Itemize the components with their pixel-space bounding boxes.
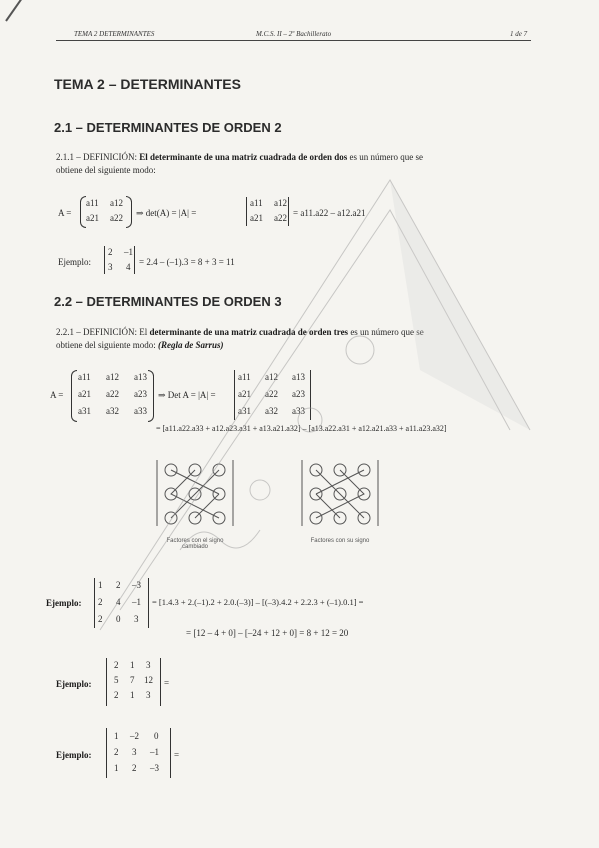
det-cell: –3 (150, 763, 159, 773)
det-bar-left (94, 578, 95, 628)
caption-right: Factores con su signo (310, 538, 370, 544)
matrix-cell: a13 (134, 372, 147, 382)
def-bold: El determinante de una matriz cuadrada de orden dos (139, 152, 348, 162)
formula-A-label: A = (50, 390, 64, 400)
det-cell: –1 (132, 597, 141, 607)
definition-2-2-1 (56, 326, 546, 352)
det-cell: a33 (292, 406, 305, 416)
det-cell: a31 (238, 406, 251, 416)
formula-implies: ⇒ det(A) = |A| = (136, 208, 197, 218)
det-cell: a12 (265, 372, 278, 382)
det-cell: 1 (98, 580, 103, 590)
det-cell: 0 (154, 731, 159, 741)
header-rule (56, 40, 531, 41)
det-bar-right (160, 658, 161, 706)
matrix-cell: a12 (106, 372, 119, 382)
example-result: = 2.4 – (–1).3 = 8 + 3 = 11 (139, 257, 235, 267)
det-bar-left (234, 370, 235, 420)
example-label: Ejemplo: (56, 679, 92, 689)
det-cell: a11 (250, 198, 263, 208)
matrix-cell: a12 (110, 198, 123, 208)
sarrus-expansion: = [a11.a22.a33 + a12.a23.a31 + a13.a21.a32] – [a13.a22.a31 + a12.a21.a33 + a11.a23.a32] (156, 424, 447, 433)
det-cell: 7 (130, 675, 135, 685)
example2-equals: = (164, 678, 170, 688)
page-title: TEMA 2 – DETERMINANTES (54, 76, 241, 92)
det-cell: 2 (114, 660, 119, 670)
det-cell: 5 (114, 675, 119, 685)
right-paren (148, 370, 154, 422)
det-cell: 1 (114, 731, 119, 741)
def-number: 2.1.1 – DEFINICIÓN: (56, 152, 137, 162)
det-cell: –3 (132, 580, 141, 590)
det-cell: a22 (274, 213, 287, 223)
det-bar-left (246, 197, 247, 226)
right-paren (126, 196, 132, 228)
matrix-cell: a32 (106, 406, 119, 416)
det-cell: a11 (238, 372, 251, 382)
definition-2-1-1 (56, 151, 546, 177)
rule-name: (Regla de Sarrus) (157, 340, 224, 350)
det-cell: a22 (265, 389, 278, 399)
det-cell: –1 (124, 247, 133, 257)
det-cell: 12 (144, 675, 153, 685)
formula-implies: ⇒ Det A = |A| = (158, 390, 216, 400)
pen-mark (5, 0, 28, 22)
det-bar-left (106, 658, 107, 706)
det-bar-right (134, 246, 135, 274)
det-cell: a13 (292, 372, 305, 382)
det-bar-right (170, 728, 171, 778)
formula-A-label: A = (58, 208, 72, 218)
det-cell: 1 (114, 763, 119, 773)
section-heading-2-1: 2.1 – DETERMINANTES DE ORDEN 2 (54, 120, 282, 135)
def-line2: obtiene del siguiente modo: (56, 165, 156, 175)
example1-line2: = [12 – 4 + 0] – [–24 + 12 + 0] = 8 + 12 = 20 (186, 628, 349, 638)
def-bold: determinante de una matriz cuadrada de orden tres (149, 327, 349, 337)
matrix-cell: a33 (134, 406, 147, 416)
det-bar-right (148, 578, 149, 628)
det-cell: –1 (150, 747, 159, 757)
det-bar-right (310, 370, 311, 420)
caption-left: Factores con el signo cambiado (166, 538, 224, 550)
matrix-cell: a22 (106, 389, 119, 399)
det-cell: 2 (98, 614, 103, 624)
matrix-cell: a21 (78, 389, 91, 399)
det-cell: 2 (114, 747, 119, 757)
example-label: Ejemplo: (58, 257, 91, 267)
det-bar-left (106, 728, 107, 778)
sarrus-diagram-right (300, 458, 380, 528)
det-cell: 0 (116, 614, 121, 624)
example1-line1: = [1.4.3 + 2.(–1).2 + 2.0.(–3)] – [(–3).4.2 + 2.2.3 + (–1).0.1] = (152, 597, 364, 607)
header-left: TEMA 2 DETERMINANTES (74, 30, 155, 38)
det-cell: 3 (146, 660, 151, 670)
formula-result: = a11.a22 – a12.a21 (293, 208, 366, 218)
det-bar-right (288, 197, 289, 226)
matrix-cell: a23 (134, 389, 147, 399)
def-rest1: El (139, 327, 148, 337)
det-cell: 1 (130, 690, 135, 700)
matrix-cell: a11 (78, 372, 91, 382)
det-cell: a21 (238, 389, 251, 399)
det-cell: 4 (116, 597, 121, 607)
det-cell: 4 (126, 262, 131, 272)
det-cell: 1 (130, 660, 135, 670)
def-line2: obtiene del siguiente modo: (56, 340, 156, 350)
header-page-number: 1 de 7 (510, 30, 528, 38)
det-cell: 2 (114, 690, 119, 700)
det-cell: 2 (132, 763, 137, 773)
det-cell: a21 (250, 213, 263, 223)
def-rest: es un número que se (350, 327, 424, 337)
det-bar-left (104, 246, 105, 274)
det-cell: 3 (134, 614, 139, 624)
section-heading-2-2: 2.2 – DETERMINANTES DE ORDEN 3 (54, 294, 282, 309)
example3-equals: = (174, 750, 180, 760)
det-cell: –2 (130, 731, 139, 741)
det-cell: a23 (292, 389, 305, 399)
det-cell: 2 (98, 597, 103, 607)
matrix-cell: a31 (78, 406, 91, 416)
matrix-cell: a11 (86, 198, 99, 208)
det-cell: 3 (108, 262, 113, 272)
det-cell: 2 (108, 247, 113, 257)
det-cell: 3 (146, 690, 151, 700)
det-cell: 2 (116, 580, 121, 590)
matrix-cell: a22 (110, 213, 123, 223)
sarrus-diagram-left (155, 458, 235, 528)
det-cell: a32 (265, 406, 278, 416)
def-rest: es un número que se (349, 152, 423, 162)
det-cell: a12 (274, 198, 287, 208)
matrix-cell: a21 (86, 213, 99, 223)
example-label: Ejemplo: (56, 750, 92, 760)
det-cell: 3 (132, 747, 137, 757)
def-number: 2.2.1 – DEFINICIÓN: (56, 327, 137, 337)
header-center: M.C.S. II – 2º Bachillerato (256, 30, 332, 38)
left-paren (71, 370, 77, 422)
example-label: Ejemplo: (46, 598, 82, 608)
